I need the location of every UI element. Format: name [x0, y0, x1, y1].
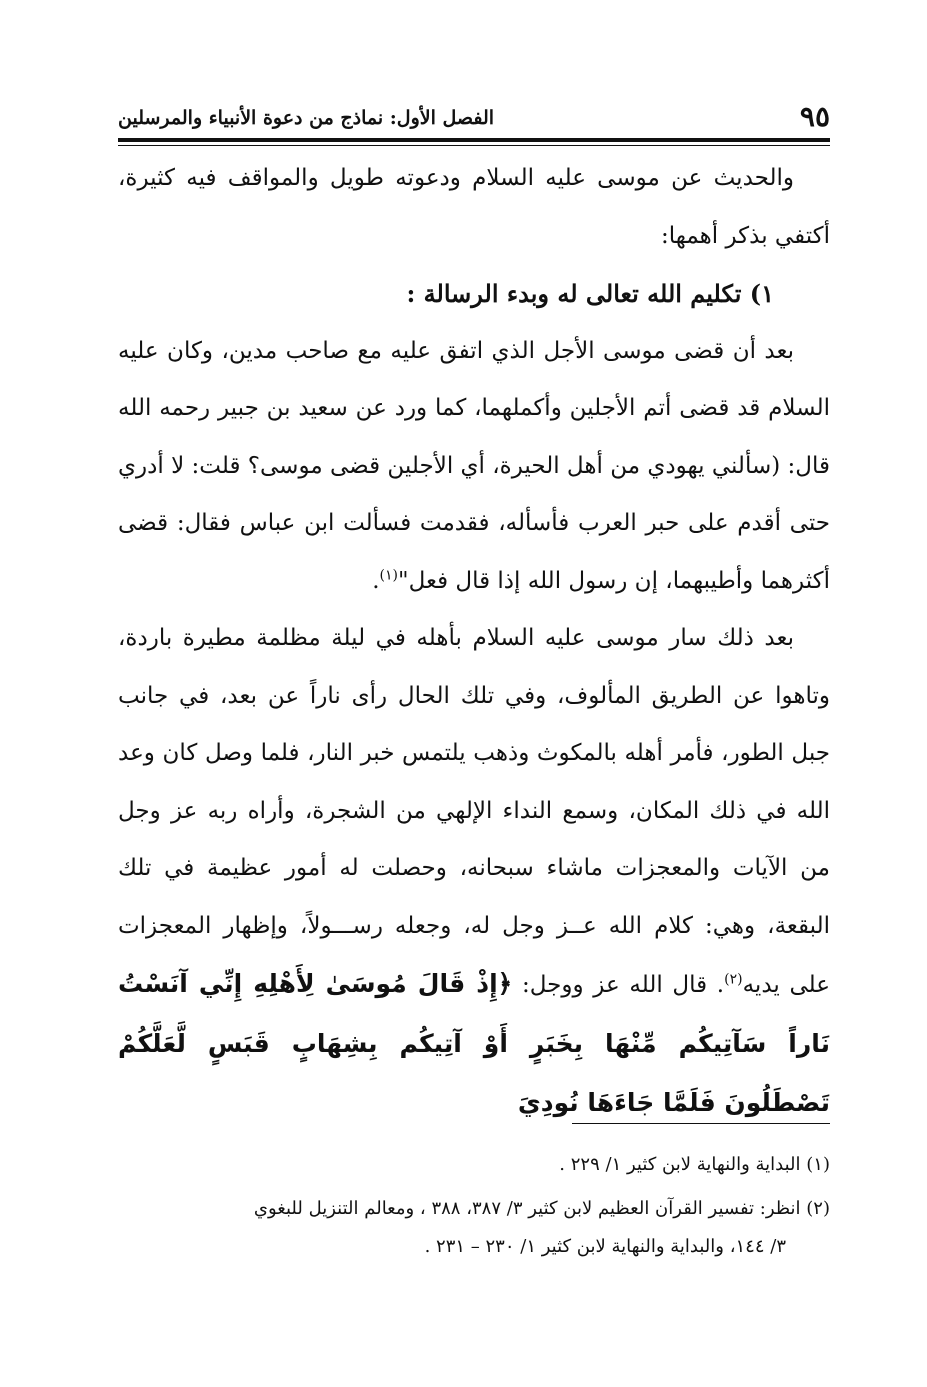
- footnote-2-text: (٢) انظر: تفسير القرآن العظيم لابن كثير ٣/ ٣٨٧، ٣٨٨ ، ومعالم التنزيل للبغوي: [253, 1198, 830, 1219]
- footnote-1-text: (١) البداية والنهاية لابن كثير ١/ ٢٢٩ .: [559, 1154, 830, 1175]
- paragraph-1: [118, 323, 830, 611]
- page-header: [118, 88, 830, 136]
- footnote-1: [118, 1146, 830, 1184]
- footnote-2-continuation: ٣/ ١٤٤، والبداية والنهاية لابن كثير ١/ ٢٣٠ – ٢٣١ .: [424, 1236, 786, 1257]
- paragraph-2-text: بعد ذلك سار موسى عليه السلام بأهله في ليلة مظلمة مطيرة باردة، وتاهوا عن الطريق المألوف، وفي تلك الحال رأى ناراً عن بعد، في جانب جبل الطور، فأمر أهله بالمكوث وذهب يلتمس خبر النار، فلما وصل كان وعد الله في ذلك المكان، وسمع النداء الإلهي من الشجرة، وأراه ربه عز وجل من الآيات والمعجزات ماشاء سبحانه، وحصلت له أمور عظيمة في تلك البقعة، وهي: كلام الله عــز وجل له، وجعله رســـولاً، وإظهار المعجزات على يديه: [118, 625, 830, 998]
- section-heading: ١) تكليم الله تعالى له وبدء الرسالة :: [406, 279, 774, 308]
- quran-verse: ﴿إِذْ قَالَ مُوسَىٰ لِأَهْلِهِ إِنِّي آنَسْتُ نَاراً سَآتِيكُم مِّنْهَا بِخَبَرٍ أَوْ آتِيكُم بِشِهَابٍ قَبَسٍ لَّعَلَّكُمْ تَصْطَلُونَ فَلَمَّا جَاءَهَا نُودِيَ: [118, 969, 830, 1117]
- footnote-2: [118, 1190, 830, 1266]
- page-number: ٩٥: [799, 100, 830, 133]
- footnote-ref-2: (٢): [724, 971, 743, 988]
- footnotes: [118, 1146, 830, 1272]
- intro-paragraph: والحديث عن موسى عليه السلام ودعوته طويل والمواقف فيه كثيرة، أكتفي بذكر أهمها:: [118, 165, 830, 249]
- running-title: الفصل الأول: نماذج من دعوة الأنبياء والمرسلين: [118, 107, 495, 129]
- footnote-separator: [572, 1123, 830, 1124]
- paragraph-1-end: .: [372, 567, 380, 594]
- paragraph-2-mid: . قال الله عز ووجل:: [512, 972, 725, 998]
- main-text: [118, 150, 830, 1134]
- footnote-ref-1: (١): [379, 566, 398, 583]
- paragraph-2: [118, 610, 830, 1134]
- header-rule-thin: [118, 145, 830, 146]
- header-rule-thick: [118, 138, 830, 142]
- paragraph-1-text: بعد أن قضى موسى الأجل الذي اتفق عليه مع صاحب مدين، وكان عليه السلام قد قضى أتم الأجلين وأكملهما، كما ورد عن سعيد بن جبير رحمه الله قال: (سألني يهودي من أهل الحيرة، أي الأجلين قضى موسى؟ قلت: لا أدري حتى أقدم على حبر العرب فأسأله، فقدمت فسألت ابن عباس فقال: قضى أكثرهما وأطيبهما، إن رسول الله إذا قال فعل": [118, 337, 830, 594]
